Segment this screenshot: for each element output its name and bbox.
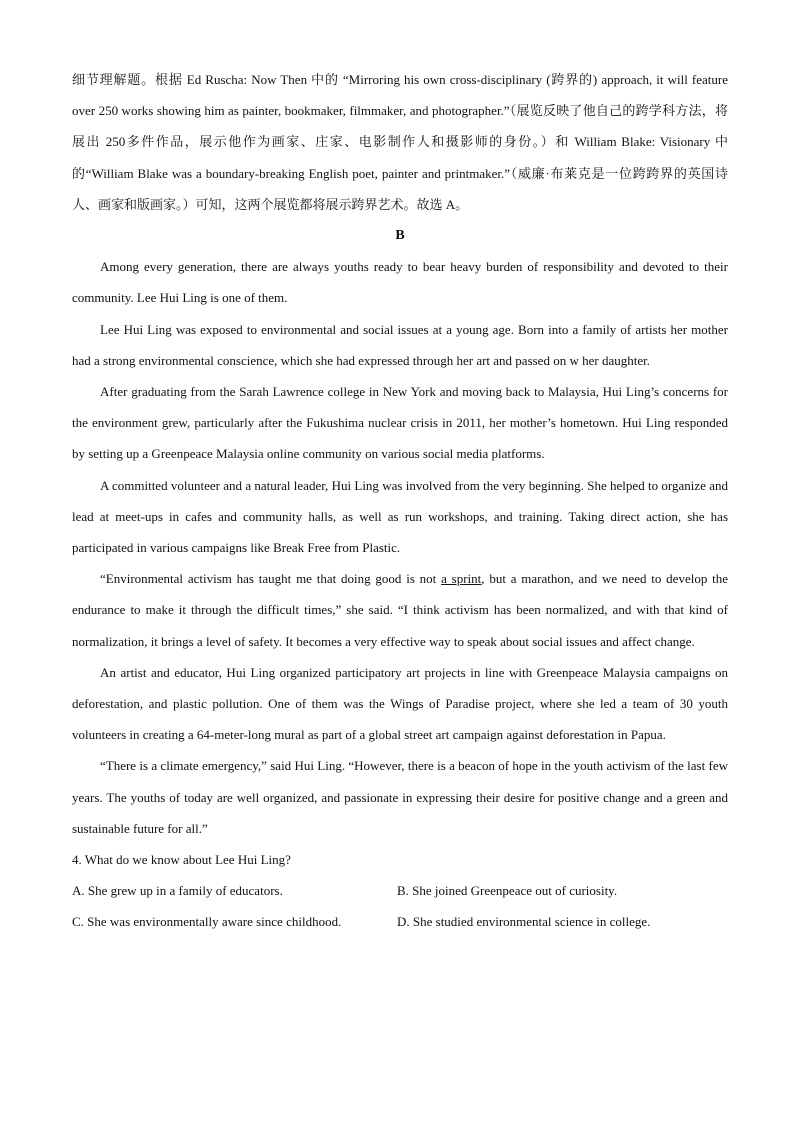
passage-paragraph-6: An artist and educator, Hui Ling organized participatory art projects in line with Greenpeace Malaysia campaigns on deforestation, and plastic pollution. One of them was the Wings of Paradise project, where she led a team of 30 youth volunteers in creating a 64-meter-long mural as part of a global street art campaign against deforestation in Papua.	[72, 664, 728, 743]
passage-paragraph-5	[72, 563, 728, 657]
question-stem: 4. What do we know about Lee Hui Ling?	[72, 852, 291, 868]
passage-paragraph-2: Lee Hui Ling was exposed to environmental and social issues at a young age. Born into a family of artists her mother had a strong environmental conscience, which she had expressed through her art and passed on w her daughter.	[72, 321, 728, 368]
section-heading: B	[395, 228, 405, 244]
option-a[interactable]: A. She grew up in a family of educators.	[72, 883, 283, 899]
option-c[interactable]: C. She was environmentally aware since childhood.	[72, 914, 342, 930]
passage-paragraph-7: “There is a climate emergency,” said Hui Ling. “However, there is a beacon of hope in the youth activism of the last few years. The youths of today are well organized, and passionate in expressing their desire for positive change and a green and sustainable future for all.”	[72, 758, 728, 836]
option-d[interactable]: D. She studied environmental science in college.	[397, 914, 651, 930]
passage-paragraph-1: Among every generation, there are always youths ready to bear heavy burden of responsibility and devoted to their community. Lee Hui Ling is one of them.	[72, 259, 728, 306]
analysis-paragraph: 细节理解题。根据 Ed Ruscha: Now Then 中的 “Mirroring his own cross-disciplinary (跨界的) approach, it will feature over 250 works showing him as painter, bookmaker, filmmaker, and photographer.”（展览反映了他自己的跨学科方法，将展出 250多件作品，展示他作为画家、庄家、电影制作人和摄影师的身份。）和 William Blake: Visionary 中的“William Blake was a boundary-breaking English poet, painter and printmaker.”（威廉·布莱克是一位跨跨界的英国诗人、画家和版画家。）可知，这两个展览都将展示跨界艺术。故选 A。	[72, 72, 728, 212]
quote-text-end: , but a marathon, and we need to develop the endurance to make it through the difficult times,” she said. “I think activism has been normalized, and with that kind of normalization, it brings a level of safety. It becomes a very effective way to speak about social issues and affect change.	[72, 571, 728, 649]
option-b[interactable]: B. She joined Greenpeace out of curiosity.	[397, 883, 618, 899]
answer-options	[72, 875, 728, 937]
document-page	[72, 64, 728, 938]
passage-paragraph-4: A committed volunteer and a natural leader, Hui Ling was involved from the very beginning. She helped to organize and lead at meet-ups in cafes and community halls, as well as run workshops, and training. Taking direct action, she has participated in various campaigns like Break Free from Plastic.	[72, 477, 728, 556]
passage-paragraph-3: After graduating from the Sarah Lawrence college in New York and moving back to Malaysia, Hui Ling’s concerns for the environment grew, particularly after the Fukushima nuclear crisis in 2011, her mother’s hometown. Hui Ling responded by setting up a Greenpeace Malaysia online community on various social media platforms.	[72, 384, 728, 462]
underlined-phrase: a sprint	[441, 571, 482, 587]
quote-text-start: “Environmental activism has taught me that doing good is not	[100, 571, 442, 587]
